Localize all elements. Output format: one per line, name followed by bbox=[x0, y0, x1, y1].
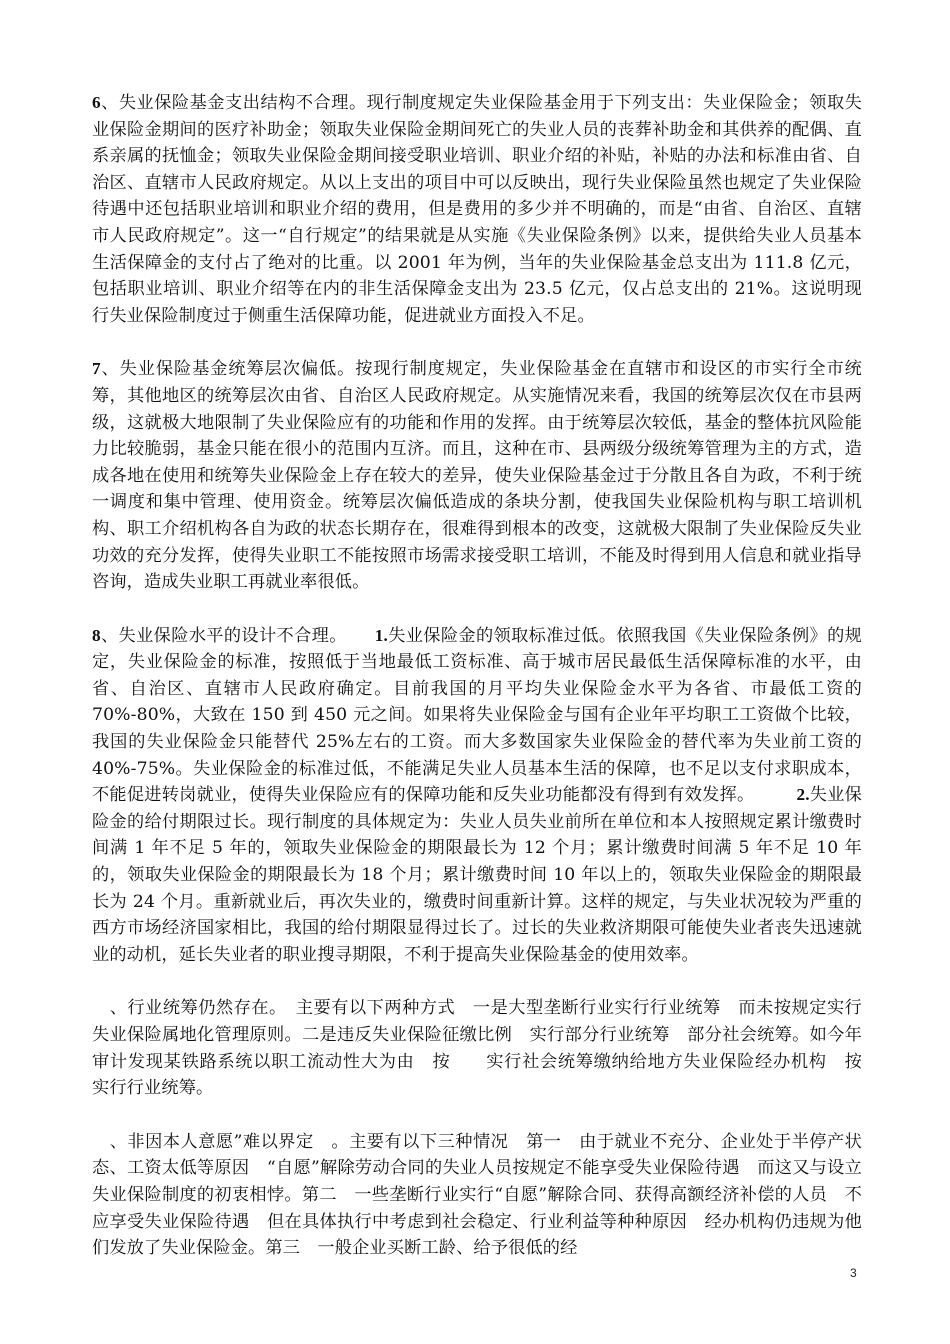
subsection-number: 2. bbox=[796, 785, 810, 805]
paragraph-text: 、非因本人意愿”难以界定 。主要有以下三种情况 第一 由于就业不充分、企业处于半停产状态、工资太低等原因 “自愿”解除劳动合同的失业人员按规定不能享受失业保险待遇 而这又与设立失业保险制度的初衷相悖。第二 一些垄断行业实行“自愿”解除合同、获得高额经济补偿的人员 不应享受失业保险待遇 但在具体执行中考虑到社会稳定、行业利益等种种原因 经办机构仍违规为他们发放了失业保险金。第三 一般企业买断工龄、给予很低的经 bbox=[92, 1131, 862, 1259]
document-body bbox=[92, 90, 897, 1289]
paragraph-6 bbox=[92, 90, 862, 329]
section-number: 7 bbox=[92, 359, 101, 379]
paragraph-text: 、行业统筹仍然存在。 主要有以下两种方式 一是大型垄断行业实行行业统筹 而未按规定实行失业保险属地化管理原则。二是违反失业保险征缴比例 实行部分行业统筹 部分社会统筹。如今年审计发现某铁路系统以职工流动性大为由 按 实行社会统筹缴纳给地方失业保险经办机构 按 实行行业统筹。 bbox=[92, 998, 897, 1099]
subsection-number: 1. bbox=[374, 625, 388, 645]
paragraph-text: 失业保险金的领取标准过低。依照我国《失业保险条例》的规定，失业保险金的标准，按照低于当地最低工资标准、高于城市居民最低生活保障标准的水平，由省、自治区、直辖市人民政府确定。目前我国的月平均失业保险金水平为各省、市最低工资的 70%-80%，大致在 150 到 450 元之间。如果将失业保险金与国有企业年平均职工工资做个比较，我国的失业保险金只能替代 25%左右的工资。而大多数国家失业保险金的替代率为失业前工资的 40%-75%。失业保险金的标准过低，不能满足失业人员基本生活的保障，也不足以支付求职成本，不能促进转岗就业，使得失业保险应有的保障功能和反失业功能都没有得到有效发挥。 bbox=[92, 625, 862, 806]
paragraph-text: 、失业保险基金支出结构不合理。现行制度规定失业保险基金用于下列支出：失业保险金；领取失业保险金期间的医疗补助金；领取失业保险金期间死亡的失业人员的丧葬补助金和其供养的配偶、直系亲属的抚恤金；领取失业保险金期间接受职业培训、职业介绍的补贴，补贴的办法和标准由省、自治区、直辖市人民政府规定。从以上支出的项目中可以反映出，现行失业保险虽然也规定了失业保险待遇中还包括职业培训和职业介绍的费用，但是费用的多少并不明确的，而是“由省、自治区、直辖市人民政府规定”。这一“自行规定”的结果就是从实施《失业保险条例》以来，提供给失业人员基本生活保障金的支付占了绝对的比重。以 2001 年为例，当年的失业保险基金总支出为 111.8 亿元，包括职业培训、职业介绍等在内的非生活保障金支出为 23.5 亿元，仅占总支出的 21%。这说明现行失业保险制度过于侧重生活保障功能，促进就业方面投入不足。 bbox=[92, 93, 862, 326]
section-number: 6 bbox=[92, 93, 101, 112]
paragraph-text: 、失业保险水平的设计不合理。 bbox=[100, 625, 347, 646]
paragraph-industry-pooling bbox=[92, 995, 897, 1101]
paragraph-text: 失业保险金的给付期限过长。现行制度的具体规定为：失业人员失业前所在单位和本人按照规定累计缴费时间满 1 年不足 5 年的，领取失业保险金的期限最长为 12 个月；累计缴费时间满 5 年不足 10 年的，领取失业保险金的期限最长为 18 个月；累计缴费时间 10 年以上的，领取失业保险金的期限最长为 24 个月。重新就业后，再次失业的，缴费时间重新计算。这样的规定，与失业状况较为严重的西方市场经济国家相比，我国的给付期限显得过长了。过长的失业救济期限可能使失业者丧失迅速就业的动机，延长失业者的职业搜寻期限，不利于提高失业保险基金的使用效率。 bbox=[92, 785, 862, 965]
page-number: 3 bbox=[850, 1266, 857, 1280]
paragraph-7 bbox=[92, 356, 862, 595]
section-number: 8 bbox=[92, 625, 101, 645]
paragraph-8 bbox=[92, 623, 862, 969]
paragraph-text: 、失业保险基金统筹层次偏低。按现行制度规定，失业保险基金在直辖市和设区的市实行全市统筹，其他地区的统筹层次由省、自治区人民政府规定。从实施情况来看，我国的统筹层次仅在市县两级，这就极大地限制了失业保险应有的功能和作用的发挥。由于统筹层次较低，基金的整体抗风险能力比较脆弱，基金只能在很小的范围内互济。而且，这种在市、县两级分级统筹管理为主的方式，造成各地在使用和统筹失业保险金上存在较大的差异，使失业保险基金过于分散且各自为政，不利于统一调度和集中管理、使用资金。统筹层次偏低造成的条块分割，使我国失业保险机构与职工培训机构、职工介绍机构各自为政的状态长期存在，很难得到根本的改变，这就极大限制了失业保险反失业功效的充分发挥，使得失业职工不能按照市场需求接受职工培训，不能及时得到用人信息和就业指导咨询，造成失业职工再就业率很低。 bbox=[92, 359, 862, 593]
paragraph-involuntary bbox=[92, 1129, 862, 1262]
